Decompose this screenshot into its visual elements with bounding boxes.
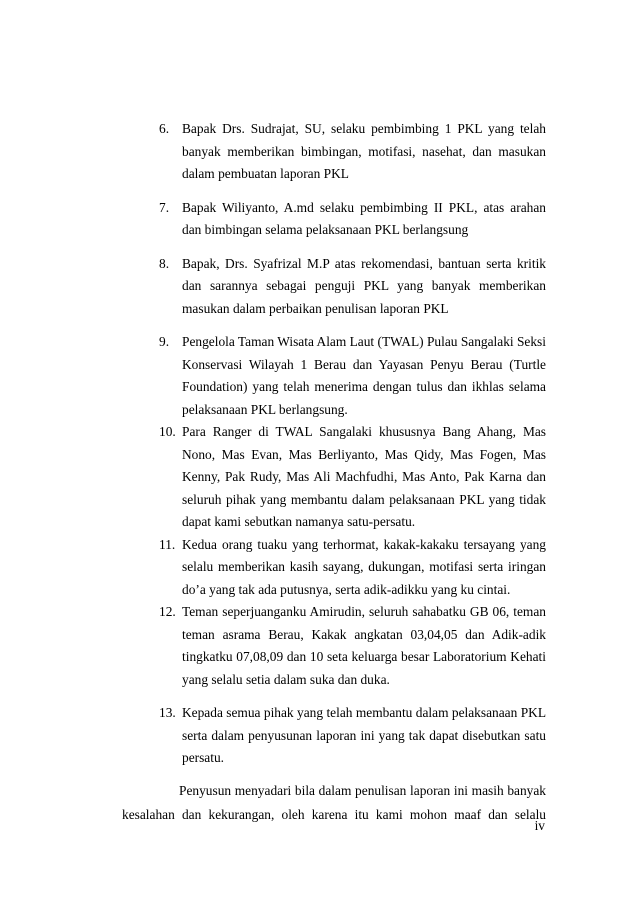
list-item <box>159 601 546 691</box>
acknowledgement-list <box>159 118 546 770</box>
list-item <box>159 331 546 421</box>
item-number: 7. <box>159 199 170 215</box>
closing-paragraph <box>122 779 546 826</box>
list-item <box>159 534 546 602</box>
item-text: Pengelola Taman Wisata Alam Laut (TWAL) Pulau Sangalaki Seksi Konservasi Wilayah 1 Berau dan Yayasan Penyu Berau (Turtle Foundation) yang telah menerima dengan tulus dan ikhlas selama pelaksanaan PKL berlangsung. <box>182 334 546 417</box>
item-number: 10. <box>159 424 176 439</box>
list-item <box>159 253 546 321</box>
item-number: 11. <box>159 536 176 552</box>
list-item <box>159 118 546 186</box>
item-text: Bapak Drs. Sudrajat, SU, selaku pembimbing 1 PKL yang telah banyak memberikan bimbingan, motifasi, nasehat, dan masukan dalam pembuatan laporan PKL <box>182 121 546 181</box>
list-item <box>159 197 546 242</box>
item-text: Kepada semua pihak yang telah membantu dalam pelaksanaan PKL serta dalam penyusunan laporan ini yang tak dapat disebutkan satu persatu. <box>182 705 546 765</box>
item-number: 8. <box>159 255 170 271</box>
item-text: Bapak Wiliyanto, A.md selaku pembimbing II PKL, atas arahan dan bimbingan selama pelaksanaan PKL berlangsung <box>182 199 546 237</box>
item-text: Teman seperjuanganku Amirudin, seluruh sahabatku GB 06, teman teman asrama Berau, Kakak angkatan 03,04,05 dan Adik-adik tingkatku 07,08,09 dan 10 seta keluarga besar Laboratorium Kehati yang selalu setia dalam suka dan duka. <box>182 604 546 687</box>
page-number: iv <box>534 818 545 833</box>
item-number: 9. <box>159 334 170 349</box>
list-item <box>159 421 546 534</box>
item-number: 12. <box>159 604 176 619</box>
item-text: Bapak, Drs. Syafrizal M.P atas rekomendasi, bantuan serta kritik dan sarannya sebagai penguji PKL yang banyak memberikan masukan dalam perbaikan penulisan laporan PKL <box>182 255 546 316</box>
closing-text: Penyusun menyadari bila dalam penulisan laporan ini masih banyak kesalahan dan kekurangan, oleh karena itu kami mohon maaf dan selalu <box>122 783 546 822</box>
list-item <box>159 702 546 770</box>
item-text: Para Ranger di TWAL Sangalaki khususnya Bang Ahang, Mas Nono, Mas Evan, Mas Berliyanto, Mas Qidy, Mas Fogen, Mas Kenny, Pak Rudy, Mas Ali Machfudhi, Mas Anto, Pak Karna dan seluruh pihak yang membantu dalam pelaksanaan PKL yang tidak dapat kami sebutkan namanya satu-persatu. <box>182 424 546 529</box>
item-text: Kedua orang tuaku yang terhormat, kakak-kakaku tersayang yang selalu memberikan kasih sayang, dukungan, motifasi serta iringan do’a yang tak ada putusnya, serta adik-adikku yang ku cintai. <box>182 536 546 597</box>
item-number: 13. <box>159 705 176 720</box>
item-number: 6. <box>159 121 170 136</box>
